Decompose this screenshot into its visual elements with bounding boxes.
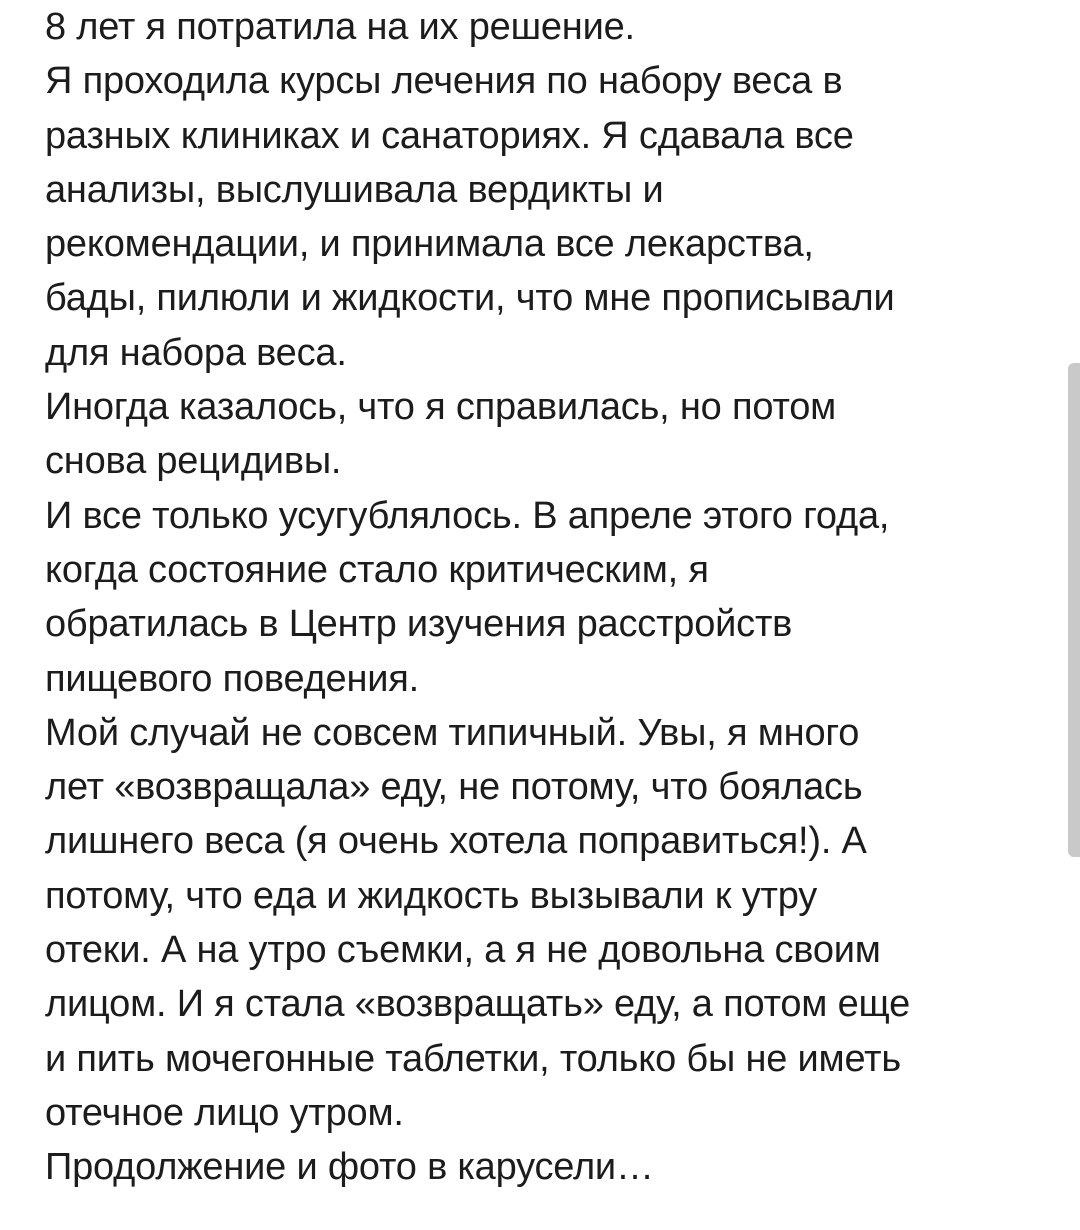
text-line: отечное лицо утром. [45,1091,404,1134]
text-line: потому, что еда и жидкость вызывали к утру [45,874,818,917]
text-line: И все только усугублялось. В апреле этого года, [45,494,890,537]
text-line: Мой случай не совсем типичный. Увы, я много [45,711,860,754]
text-line: пищевого поведения. [45,657,420,700]
text-line: разных клиниках и санаториях. Я сдавала все [45,114,854,157]
text-line: и пить мочегонные таблетки, только бы не иметь [45,1037,901,1080]
text-line: рекомендации, и принимала все лекарства, [45,223,814,266]
text-line: снова рецидивы. [45,440,342,483]
text-line: отеки. А на утро съемки, а я не довольна своим [45,929,881,972]
text-line: бады, пилюли и жидкости, что мне прописывали [45,277,895,320]
post-text-body [45,0,1045,1195]
text-line: лет «возвращала» еду, не потому, что боялась [45,766,863,809]
text-line: Иногда казалось, что я справилась, но потом [45,386,837,429]
text-line: для набора веса. [45,331,347,374]
text-line: лишнего веса (я очень хотела поправиться!). А [45,820,867,863]
text-line: когда состояние стало критическим, я [45,548,709,591]
text-line: 8 лет я потратила на их решение. [45,6,635,48]
text-line: лицом. И я стала «возвращать» еду, а потом еще [45,983,911,1026]
text-line: Я проходила курсы лечения по набору веса в [45,60,843,103]
text-line: анализы, выслушивала вердикты и [45,168,664,211]
text-line: Продолжение и фото в карусели… [45,1146,654,1189]
text-line: обратилась в Центр изучения расстройств [45,603,793,646]
scrollbar-thumb[interactable] [1068,363,1080,857]
